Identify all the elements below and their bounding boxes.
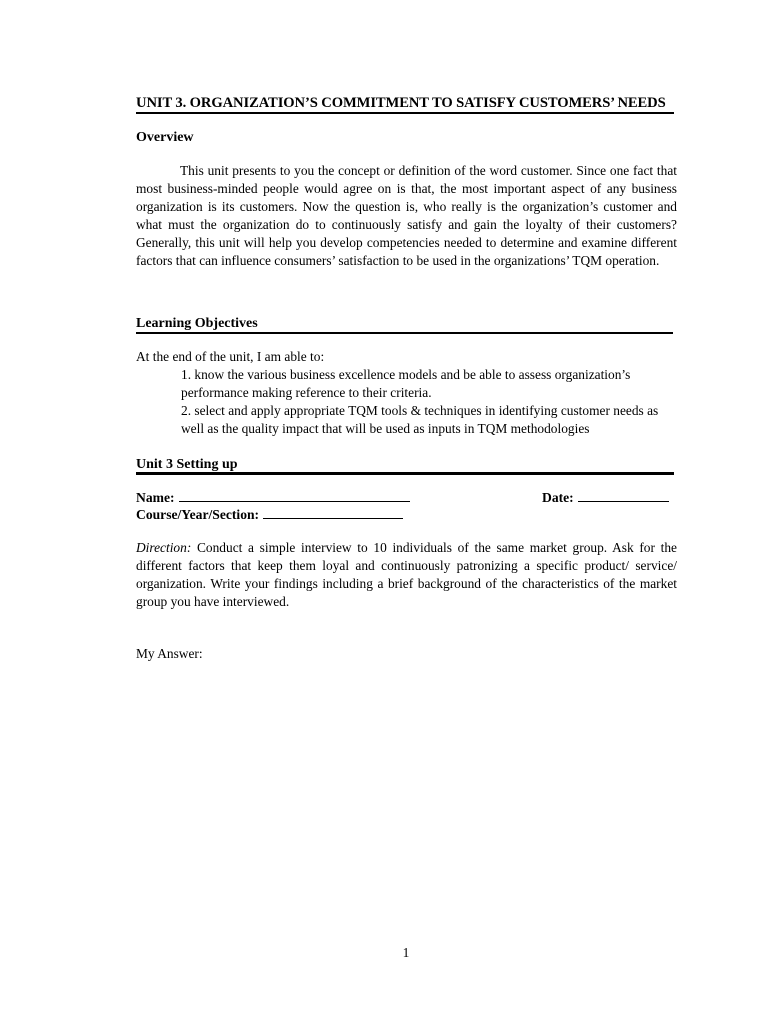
name-label: Name: bbox=[136, 490, 175, 505]
page-number: 1 bbox=[402, 945, 410, 960]
objective-item: 2. select and apply appropriate TQM tools & techniques in identifying customer needs as well as the quality impact that will be used as inputs in TQM methodologies bbox=[181, 403, 659, 436]
direction-label: Direction: bbox=[136, 540, 192, 555]
learning-objectives-heading: Learning Objectives bbox=[136, 316, 258, 331]
date-label: Date: bbox=[542, 490, 574, 505]
course-label: Course/Year/Section: bbox=[136, 507, 260, 522]
direction-text: Conduct a simple interview to 10 individuals of the same market group. Ask for the different factors that keep them loyal and continuously patronizing a specific product/ service/ organization. Write your findings including a brief background of the characteristics of the market group you have interviewed. bbox=[136, 540, 677, 609]
learning-objectives-list bbox=[181, 366, 678, 438]
date-field-row bbox=[542, 489, 669, 507]
direction-paragraph bbox=[136, 539, 677, 611]
name-field-row bbox=[136, 489, 410, 507]
course-blank-line[interactable] bbox=[263, 507, 403, 519]
overview-heading: Overview bbox=[136, 130, 194, 145]
answer-label: My Answer: bbox=[136, 646, 203, 661]
learning-objectives-underline bbox=[136, 332, 673, 334]
setting-up-heading: Unit 3 Setting up bbox=[136, 457, 238, 472]
learning-objectives-intro: At the end of the unit, I am able to: bbox=[136, 349, 325, 364]
objective-item: 1. know the various business excellence models and be able to assess organization’s performance making reference to their criteria. bbox=[181, 367, 631, 400]
course-field-row bbox=[136, 506, 403, 524]
setting-up-underline bbox=[136, 472, 674, 475]
unit-title: UNIT 3. ORGANIZATION’S COMMITMENT TO SATISFY CUSTOMERS’ NEEDS bbox=[136, 95, 666, 111]
unit-title-underline bbox=[136, 112, 674, 114]
name-blank-line[interactable] bbox=[179, 490, 410, 502]
date-blank-line[interactable] bbox=[578, 490, 669, 502]
overview-paragraph: This unit presents to you the concept or definition of the word customer. Since one fact that most business-minded people would agree on is that, the most important aspect of any business organization is its customers. Now the question is, who really is the organization’s customer and what must the organization do to continuously satisfy and gain the loyalty of their customers? Generally, this unit will help you develop competencies needed to determine and examine different factors that can influence consumers’ satisfaction to be used in the organizations’ TQM operation. bbox=[136, 163, 677, 268]
